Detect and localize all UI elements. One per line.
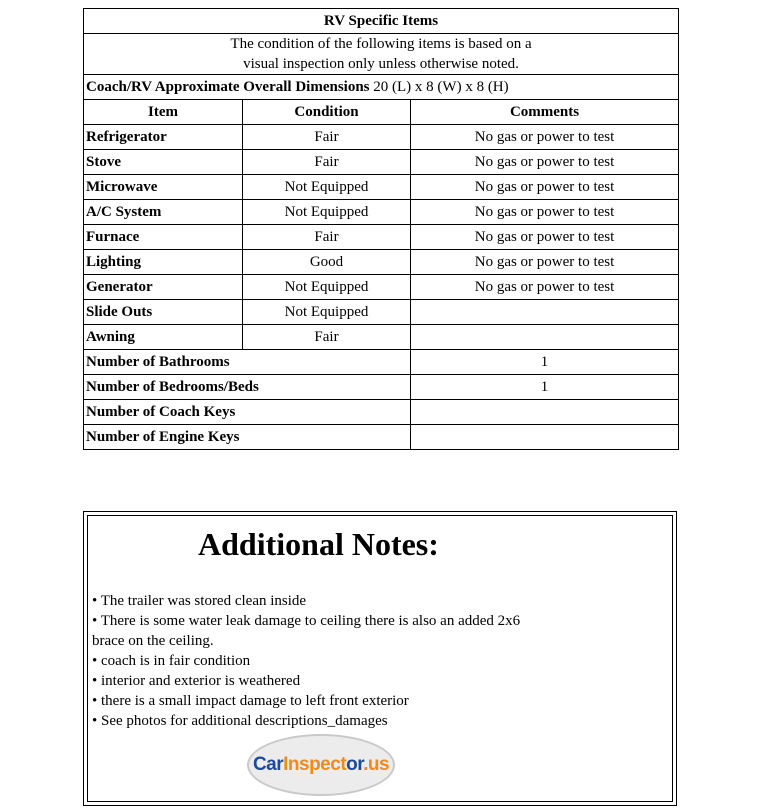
- note-line: • See photos for additional descriptions_damages: [92, 713, 388, 729]
- count-label: Number of Coach Keys: [84, 400, 411, 425]
- rv-specific-items-table: [83, 8, 679, 450]
- header-row: [84, 100, 679, 125]
- row-comments: No gas or power to test: [411, 200, 679, 225]
- note-line: • There is some water leak damage to ceiling there is also an added 2x6: [92, 613, 521, 629]
- row-condition: Fair: [243, 325, 411, 350]
- table-row: [84, 250, 679, 275]
- row-comments: No gas or power to test: [411, 225, 679, 250]
- dimensions-row: [84, 75, 679, 100]
- row-comments: No gas or power to test: [411, 150, 679, 175]
- row-item: A/C System: [84, 200, 243, 225]
- logo-part-3: or: [346, 754, 364, 775]
- row-condition: Not Equipped: [243, 300, 411, 325]
- header-comments: Comments: [411, 100, 679, 125]
- count-value: 1: [411, 375, 679, 400]
- row-item: Furnace: [84, 225, 243, 250]
- row-item: Stove: [84, 150, 243, 175]
- count-label: Number of Bathrooms: [84, 350, 411, 375]
- count-row: [84, 350, 679, 375]
- row-item: Generator: [84, 275, 243, 300]
- row-condition: Not Equipped: [243, 175, 411, 200]
- count-label: Number of Engine Keys: [84, 425, 411, 450]
- additional-notes-box: [83, 511, 677, 806]
- table-row: [84, 150, 679, 175]
- table-title: RV Specific Items: [84, 9, 679, 34]
- logo-part-2: Inspect: [283, 754, 347, 775]
- count-row: [84, 375, 679, 400]
- table-row: [84, 175, 679, 200]
- table-row: [84, 125, 679, 150]
- row-condition: Fair: [243, 150, 411, 175]
- count-row: [84, 400, 679, 425]
- note-line: • there is a small impact damage to left front exterior: [92, 693, 409, 709]
- row-comments: [411, 325, 679, 350]
- notes-title: Additional Notes:: [198, 526, 439, 562]
- count-value: 1: [411, 350, 679, 375]
- header-item: Item: [84, 100, 243, 125]
- count-value: [411, 400, 679, 425]
- note-line: • The trailer was stored clean inside: [92, 593, 307, 609]
- table-intro: [84, 34, 679, 75]
- row-comments: No gas or power to test: [411, 275, 679, 300]
- row-comments: No gas or power to test: [411, 175, 679, 200]
- count-value: [411, 425, 679, 450]
- row-comments: No gas or power to test: [411, 125, 679, 150]
- row-condition: Good: [243, 250, 411, 275]
- row-condition: Fair: [243, 225, 411, 250]
- row-item: Refrigerator: [84, 125, 243, 150]
- logo-text: [247, 754, 395, 776]
- table-row: [84, 275, 679, 300]
- note-line: brace on the ceiling.: [92, 633, 214, 649]
- table-row: [84, 300, 679, 325]
- logo-part-4: .us: [363, 754, 390, 775]
- row-condition: Not Equipped: [243, 200, 411, 225]
- table-row: [84, 225, 679, 250]
- logo-part-1: Car: [252, 754, 284, 775]
- dimensions-label: Coach/RV Approximate Overall Dimensions: [86, 79, 370, 95]
- header-condition: Condition: [243, 100, 411, 125]
- row-item: Awning: [84, 325, 243, 350]
- row-comments: No gas or power to test: [411, 250, 679, 275]
- table-row: [84, 325, 679, 350]
- count-row: [84, 425, 679, 450]
- row-condition: Not Equipped: [243, 275, 411, 300]
- notes-list: [92, 591, 562, 731]
- row-item: Slide Outs: [84, 300, 243, 325]
- row-condition: Fair: [243, 125, 411, 150]
- note-line: • coach is in fair condition: [92, 653, 251, 669]
- carinspector-logo: [247, 734, 395, 796]
- row-comments: [411, 300, 679, 325]
- row-item: Microwave: [84, 175, 243, 200]
- table-row: [84, 200, 679, 225]
- intro-line-1: The condition of the following items is based on a: [230, 36, 532, 52]
- dimensions-value: 20 (L) x 8 (W) x 8 (H): [369, 79, 509, 95]
- additional-notes-inner: [87, 515, 673, 802]
- count-label: Number of Bedrooms/Beds: [84, 375, 411, 400]
- row-item: Lighting: [84, 250, 243, 275]
- intro-line-2: visual inspection only unless otherwise noted.: [243, 56, 519, 72]
- note-line: • interior and exterior is weathered: [92, 673, 301, 689]
